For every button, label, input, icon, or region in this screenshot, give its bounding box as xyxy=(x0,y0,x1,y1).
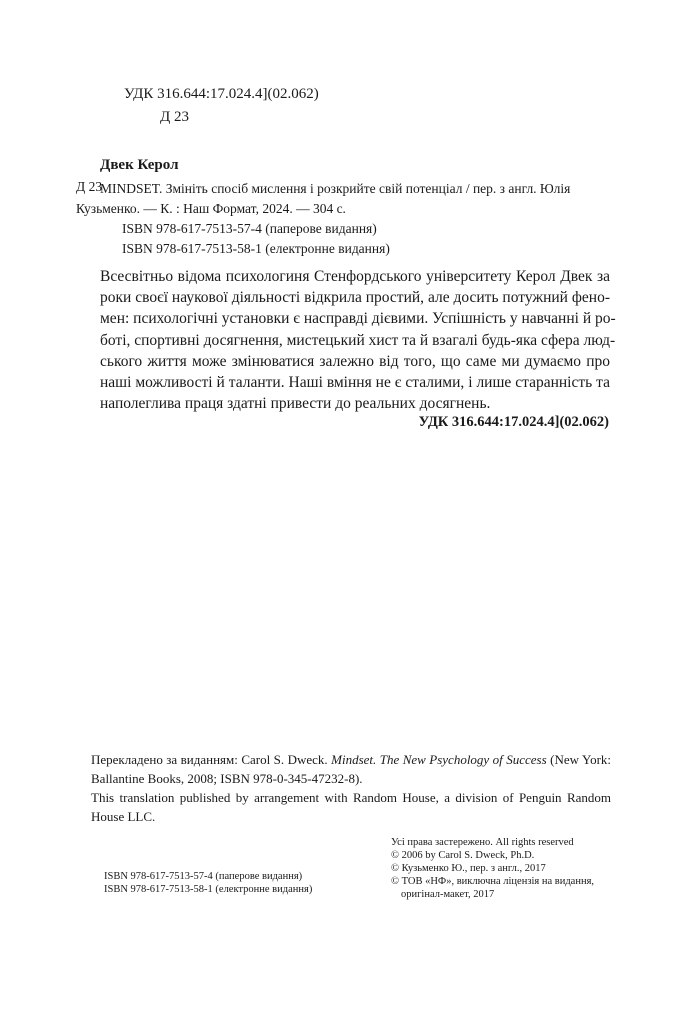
author-name: Двек Керол xyxy=(100,157,179,173)
translation-suffix: (New York: xyxy=(546,752,612,767)
isbn-paper: ISBN 978-617-7513-57-4 (паперове видання) xyxy=(122,221,377,236)
isbn-electronic: ISBN 978-617-7513-58-1 (електронне видання) xyxy=(122,241,390,256)
translation-prefix: Перекладено за виданням: Carol S. Dweck. xyxy=(91,752,332,767)
original-title: Mindset. The New Psychology of Success xyxy=(331,752,547,767)
annotation-paragraph xyxy=(100,266,616,414)
author-index-top: Д 23 xyxy=(160,109,189,125)
translation-note xyxy=(91,750,611,826)
rights-line: © Кузьменко Ю., пер. з англ., 2017 xyxy=(391,863,546,874)
copyright-block xyxy=(391,836,594,901)
translation-line-2: Ballantine Books, 2008; ISBN 978-0-345-47232-8). xyxy=(91,771,363,786)
isbn-bottom-line: ISBN 978-617-7513-57-4 (паперове видання) xyxy=(104,871,303,882)
bib-line-title: MINDSET. Змініть спосіб мислення і розкрийте свій потенціал / пер. з англ. Юлія xyxy=(100,181,571,196)
isbn-block-bottom xyxy=(104,870,312,896)
translation-line-1 xyxy=(91,750,611,769)
udk-classification-bottom: УДК 316.644:17.024.4](02.062) xyxy=(418,414,609,430)
rights-line: оригінал-макет, 2017 xyxy=(401,889,495,900)
author-index-side: Д 23 xyxy=(76,179,103,194)
rights-line: Усі права застережено. All rights reserved xyxy=(391,837,574,848)
bib-line-publisher: Кузьменко. — К. : Наш Формат, 2024. — 304 с. xyxy=(76,201,346,216)
annotation-line: боті, спортивні досягнення, мистецький хист та й взагалі будь-яка сфера люд- xyxy=(100,331,616,349)
annotation-line: мен: психологічні установки є насправді дієвими. Успішність у навчанні й ро- xyxy=(100,310,616,328)
translation-line-4: House LLC. xyxy=(91,809,156,824)
isbn-bottom-line: ISBN 978-617-7513-58-1 (електронне видання) xyxy=(104,884,313,895)
annotation-line: наполеглива праця здатні привести до реальних досягнень. xyxy=(100,395,491,413)
annotation-line: Всесвітньо відома психологиня Стенфордського університету Керол Двек за xyxy=(100,268,610,285)
rights-line: © 2006 by Carol S. Dweck, Ph.D. xyxy=(391,850,535,861)
annotation-line: ського життя може змінюватися залежно від того, що саме ми думаємо про xyxy=(100,352,610,370)
annotation-line: роки своєї наукової діяльності відкрила простий, але досить потужний фено- xyxy=(100,289,610,307)
translation-line-3: This translation published by arrangement with Random House, a division of Penguin Random xyxy=(91,790,611,805)
rights-line: © ТОВ «НФ», виключна ліцензія на видання, xyxy=(391,876,595,887)
annotation-line: наші можливості й таланти. Наші вміння не є сталими, і лише старанність та xyxy=(100,374,610,392)
udk-classification-top: УДК 316.644:17.024.4](02.062) xyxy=(124,86,319,102)
